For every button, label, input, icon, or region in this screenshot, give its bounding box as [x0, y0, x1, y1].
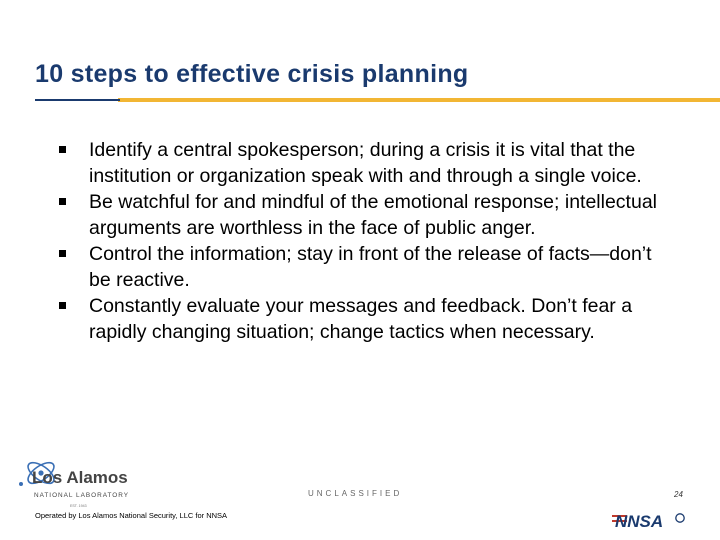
bullet-text: Control the information; stay in front of the release of facts—don’t be reactive. [89, 243, 652, 291]
bullet-item [58, 189, 668, 241]
logo-subtitle: NATIONAL LABORATORY [34, 492, 129, 499]
square-bullet-icon [59, 250, 66, 257]
bullet-item [58, 241, 668, 293]
square-bullet-icon [59, 146, 66, 153]
logo-est: EST. 1943 [70, 504, 87, 508]
bullet-list [58, 137, 668, 345]
square-bullet-icon [59, 302, 66, 309]
bullet-text: Be watchful for and mindful of the emotional response; intellectual arguments are worthless in the face of public anger. [89, 191, 657, 239]
bullet-item [58, 137, 668, 189]
operated-by-text: Operated by Los Alamos National Security, LLC for NNSA [35, 511, 228, 520]
square-bullet-icon [59, 198, 66, 205]
title-underline-gold [118, 98, 720, 102]
nnsa-logo-text: NNSA [615, 512, 664, 530]
title-underline-navy [35, 99, 120, 101]
bullet-text: Identify a central spokesperson; during a crisis it is vital that the institution or organization speak with and through a single voice. [89, 139, 642, 187]
los-alamos-logo [14, 455, 154, 513]
page-number: 24 [674, 490, 683, 499]
nnsa-logo [612, 508, 688, 530]
slide-title: 10 steps to effective crisis planning [35, 60, 469, 88]
classification-label: UNCLASSIFIED [308, 489, 403, 498]
logo-name: Los Alamos [32, 468, 128, 487]
bullet-item [58, 293, 668, 345]
bullet-text: Constantly evaluate your messages and feedback. Don’t fear a rapidly changing situation; change tactics when necessary. [89, 295, 633, 343]
